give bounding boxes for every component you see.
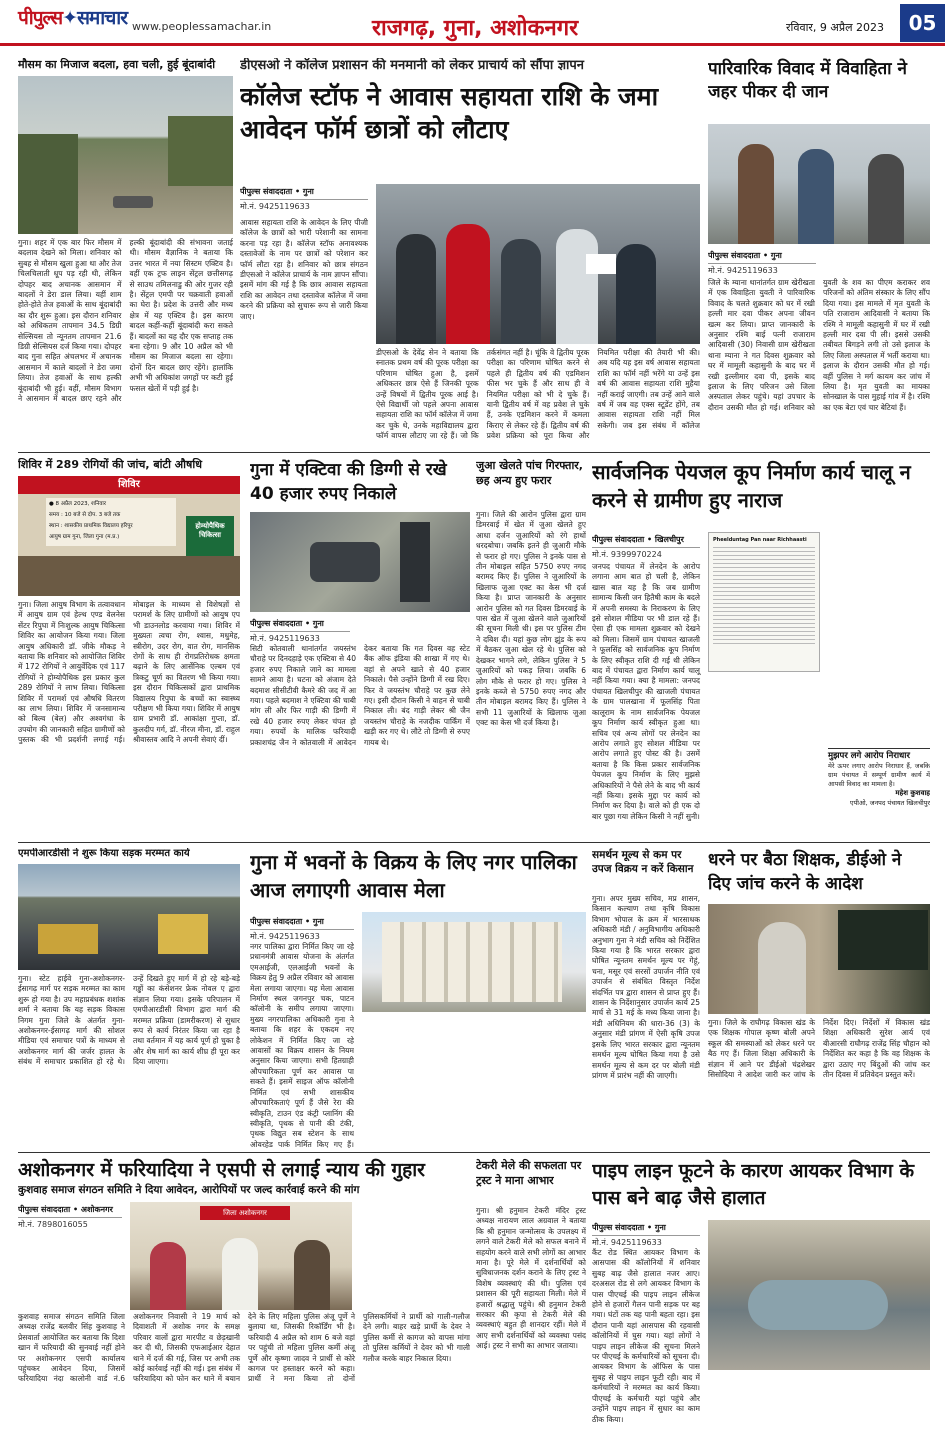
- ashoknagar-mobile: मो.नं. 7898016055: [18, 1220, 88, 1229]
- camp-notice-line: समय : 10 बजे से दोप. 3 बजे तक: [49, 512, 121, 518]
- college-title: कॉलेज स्टॉफ ने आवास सहायता राशि के जमा आवेदन फॉर्म छात्रों को लौटाए: [240, 82, 659, 145]
- gamble-title: जुआ खेलते पांच गिरफ्तार, छह अन्य हुए फरार: [476, 459, 583, 487]
- activa-body: सिटी कोतवाली थानांतर्गत जयस्तंभ चौराहे पर दिनदहाड़े एक एक्टिवा से 40 हजार रुपए निकाले जाने का मामला सामने आया है। घटना को अंजाम देते बदमाश सीसीटीवी कैमरे की जद में आ गया। पहले बदमाश ने एक्टिवा की चाबी मांग ली और फिर गाड़ी की डिग्गी में रखे 40 हजार रुपए लेकर चंपत हो गया। रुपयों के मालिक फरियादी प्रकाशचंद्र जैन ने कोतवाली में आवेदन देकर बताया कि गत दिवस वह स्टेट बैंक ऑफ इंडिया की शाखा में गए थे। वहां से अपने खाते से 40 हजार निकाले। पैसे उन्होंने डिग्गी में रख दिए। फिर वे जयस्तंभ चौराहे पर कुछ लेने गए। इसी दौरान किसी ने वाहन से चाबी निकाल ली। बंद गाड़ी लेकर श्री जैन जयस्तंभ चौराहे के नजदीक पार्किंग में खड़ी कर गए थे। लौटे तो डिग्गी से रुपए गायब थे।: [250, 644, 470, 747]
- well-byline: पीपुल्स संवाददाता • खिलचीपुर: [592, 532, 700, 548]
- ashoknagar-photo: [130, 1202, 352, 1310]
- pipeline-byline-box: [592, 1220, 700, 1249]
- msp-body: गुना। अपर मुख्य सचिव, मप्र शासन, किसान कल्याण तथा कृषि विकास विभाग भोपाल के क्रम में भारसाधक अधिकारी मंडी / अनुविभागीय अधिकारी अनुभाग गुना ने मंडी सचिव को निर्देशित किया गया है कि भारत सरकार द्वारा घोषित न्यूनतम समर्थन मूल्य पर गेहूं, चना, मसूर एवं सरसों उपार्जन नीति एवं उपार्जन से संबंधित विस्तृत निर्देश संदर्भित पत्र द्वारा शासन से प्राप्त हुए हैं। शासन के निर्देशानुसार उपार्जन कार्य 25 मार्च से 31 मई के मध्य किया जाना है। मंडी अधिनियम की धारा-36 (3) के अनुसार मंडी प्रांगण में ऐसी कृषि उपज इसके लिए भारत सरकार द्वारा न्यूनतम समर्थन मूल्य घोषित किया गया है उसे समर्थन मूल्य से कम दर पर बोली मंडी प्रांगण में प्रारंभ नहीं की जाएगी।: [592, 894, 700, 1080]
- camp-notice-line: आयुष ग्राम गुना, जिला गुना (म.प्र.): [49, 534, 120, 540]
- ashoknagar-byline: पीपुल्स संवाददाता • अशोकनगर: [18, 1202, 122, 1218]
- college-mobile: मो.नं. 9425119633: [240, 202, 310, 211]
- msp-title: समर्थन मूल्य से कम पर उपज विक्रय न करें किसान: [592, 849, 694, 875]
- well-notice-org: एपीओ, जनपद पंचायत खिलचीपुर: [849, 798, 930, 807]
- well-notice-title: मुझपर लगे आरोप निराधार: [828, 751, 910, 761]
- camp-body: गुना। जिला आयुष विभाग के तत्वावधान में आयुष ग्राम एवं हेल्थ एण्ड वेलनेस सेंटर रिपुघा में निःशुल्क आयुष चिकित्सा शिविर का आयोजन किया गया। जिला आयुष अधिकारी डॉ. जीके मौकड़ ने बताया कि शनिवार को आयोजित शिविर में 172 रोगियों ने आयुर्वेदिक एवं 117 रोगियों ने होम्योपैथिक इस प्रकार कुल 289 रोगियों ने लाभ लिया। चिकित्सा शिविर में परामर्श एवं औषधि वितरण का लाभ लिया। शिविर में जनसामान्य को बिल्व (बेल) और अश्वगंधा के उपयोग की जानकारी सहित ग्रामीणों को पुस्तक की भी प्रदर्शनी लगाई गई। मोबाइल के माध्यम से विशेषज्ञों से परामर्श के लिए ग्रामीणों को आयुष एप भी डाउनलोड करवाया गया। शिविर में मुख्यतः त्वचा रोग, श्वास, मधुमेह, स्त्रीरोग, उदर रोग, वात रोग, मानसिक रोगों के साथ ही रोगप्रतिरोधक क्षमता बढ़ाने के लिए आर्सेनिक एल्बम एवं त्रिकटु चूर्ण का वितरण भी किया गया। इस दौरान चिकित्सकों द्वारा प्राथमिक विद्यालय रिपुघा के बच्चों का स्वास्थ्य परीक्षण भी किया गया। शिविर में आयुष ग्राम प्रभारी डॉ. आकांक्षा गुप्ता, डॉ. कुलदीप गर्ग, डॉ. नीरज मीना, डॉ. राहुल श्रीवास्तव आदि ने अपनी सेवाएं दीं।: [18, 600, 240, 745]
- well-mobile: मो.नं. 9399970224: [592, 550, 662, 559]
- road-title: एमपीआरडीसी ने शुरू किया सड़क मरम्मत कार्य: [18, 848, 190, 859]
- well-document-photo: [708, 532, 820, 672]
- gamble-body: गुना। जिले की आरोन पुलिस द्वारा ग्राम डिमरवाई में खेत में जुआ खेलते हुए आधा दर्जन जुआरियों को रंगे हाथों धरदबोचा। जबकि इतने ही जुआरी मौके से फरार हो गए। पुलिस ने इनके पास से तीन मोबाइल सहित 5750 रुपए नगद बरामद किए हैं। पुलिस ने जुआरियों के खिलाफ जुआ एक्ट का केस भी दर्ज किया है। प्राप्त जानकारी के अनुसार आरोन पुलिस को गत दिवस डिमरवाई के पास खेत में जुआ खेलने वाले जुआरियों की सूचना मिली थी। इस पर पुलिस टीम ने दबिश दी। यहां कुछ लोग झुंड के रूप में बैठकर जुआ खेल रहे थे। पुलिस को देखकर भागने लगे, लेकिन पुलिस ने 5 जुआरियों को पकड़ लिया। जबकि 6 लोग मौके से फरार हो गए। पुलिस ने इनके कब्जे से 5750 रुपए नगद और तीन मोबाइल बरामद किए हैं। पुलिस ने सभी 11 जुआरियों के खिलाफ जुआ एक्ट का केस भी दर्ज किया है।: [476, 510, 586, 728]
- activa-cctv-photo: [250, 512, 470, 612]
- pipeline-body: कैंट रोड स्थित आयकर विभाग के आसपास की कॉलोनियों में शनिवार सुबह बाढ़ जैसे हालात नजर आए। दरअसल रोड से लगे आयकर विभाग के पास पीएचई की पाइप लाइन लीकेज होने से हजारों गैलन पानी सड़क पर बह गया। घंटों तक यह पानी बहता रहा। इस दौरान पानी यहां आसपास की रहवासी कॉलोनियों में घुस गया। यहां लोगों ने पाइप लाइन लीकेज की सूचना मिलने पर पीएचई के कर्मचारियों को सूचना दी। आयकर विभाग के ऑफिस के पास सुबह से पाइप लाइन फूटी रही। बाद में कर्मचारियों ने मरम्मत का कार्य किया। पीएचई के कर्मचारी यहां पहुंचे और उन्होंने पाइप लाइन में सुधार का काम ठीक किया।: [592, 1248, 700, 1424]
- camp-notice: [46, 498, 176, 546]
- college-protest-photo: [376, 184, 700, 344]
- newspaper-logo: पीपुल्स✦समाचार: [18, 7, 127, 29]
- row-divider: [18, 1152, 930, 1153]
- well-body-extra: [828, 532, 930, 750]
- pipeline-article: [592, 1158, 930, 1438]
- family-photo: [708, 124, 930, 244]
- camp-photo: [18, 476, 240, 596]
- msp-article: [592, 848, 700, 1148]
- masthead: [0, 0, 945, 46]
- teacher-title: धरने पर बैठा शिक्षक, डीईओ ने दिए जांच करने के आदेश: [708, 850, 902, 894]
- family-mobile: मो.नं. 9425119633: [708, 266, 778, 275]
- row-divider: [18, 842, 930, 843]
- activa-mobile: मो.नं. 9425119633: [250, 634, 320, 643]
- weather-title: मौसम का मिजाज बदला, हवा चली, हुई बूंदाबांदी: [18, 58, 216, 71]
- ashoknagar-title: अशोकनगर में फरियादिया ने एसपी से लगाई न्याय की गुहार: [18, 1159, 425, 1181]
- family-byline-box: [708, 248, 816, 277]
- well-notice: [828, 748, 930, 807]
- family-byline: पीपुल्स संवाददाता • गुना: [708, 248, 816, 264]
- camp-stand: होम्योपैथिक चिकित्सा: [186, 516, 234, 556]
- college-body-2: डीएसओ के देवेंद्र सेन ने बताया कि स्नातक प्रथम वर्ष की पूरक परीक्षा का परिणाम घोषित हुआ है, इसमें अधिकतर छात्र ऐसे हैं जिनकी पूरक उन्हें विषयों में द्वितीय पूरक आई है। ऐसे विद्यार्थी जो पहले अपना आवास सहायता राशि का फॉर्म कॉलेज में जमा कर चुके थे, उनके महाविद्यालय द्वारा फॉर्म वापस लौटाए जा रहे हैं। जो कि तर्कसंगत नहीं है। चूंकि वे द्वितीय पूरक परीक्षा का परिणाम घोषित करने से पहले ही द्वितीय वर्ष की एडमिशन फीस भर चुके हैं और साथ ही वे नियमित परीक्षा को भी दे चुके हैं। यानी द्वितीय वर्ष में वह प्रवेश ले चुके हैं, उनके एडमिशन करने में कमला किराए से लेकर रहे हैं। द्वितीय वर्ष की प्रवेश प्रक्रिया को पूरा किया और नियमित परीक्षा की तैयारी भी की। अब यदि यह इस वर्ष आवास सहायता राशि का फॉर्म नहीं भरेंगे या उन्हें इस वर्ष की आवास सहायता राशि मुहैया नहीं कराई जाएगी। तब उन्हें आने वाले वर्ष में जब वह एक्स स्टूडेंट होंगे, तब आवास सहायता राशि नहीं मिल सकेगी। जब इस संबंध में कॉलेज: [376, 348, 700, 441]
- camp-title: शिविर में 289 रोगियों की जांच, बांटी औषधि: [18, 458, 202, 471]
- camp-banner: शिविर: [18, 476, 240, 494]
- well-byline-box: [592, 532, 700, 561]
- row-divider: [18, 452, 930, 453]
- website-url[interactable]: www.peoplessamachar.in: [132, 20, 272, 33]
- ashoknagar-article: [18, 1158, 470, 1438]
- well-article: [592, 458, 930, 838]
- ashoknagar-photo-label: जिला अशोकनगर: [200, 1206, 290, 1220]
- well-document-heading: Pheelduntag Pan naar Richhaasti: [713, 537, 807, 543]
- college-kicker: डीएसओ ने कॉलेज प्रशासन की मनमानी को लेकर प्राचार्य को सौंपा ज्ञापन: [240, 58, 585, 73]
- weather-body: गुना। शहर में एक बार फिर मौसम में बदलाव देखने को मिला। शनिवार को सुबह से मौसम खुला हुआ था और तेज चिलचिलाती धूप पड़ रही थी, लेकिन दोपहर बाद अचानक आसमान में बादलों ने डेरा डाल लिया। यहीं शाम होते-होते तेज हवाओं के साथ बूंदाबांदी का दौर शुरू हुआ। इस दौरान शनिवार को अधिकतम तापमान 34.5 डिग्री सेल्सियस तो न्यूनतम तापमान 21.6 डिग्री सेल्सियस दर्ज किया गया। दोपहर बाद गुना सहित अंचलभर में अचानक आसमान में काले बादलों ने डेरा जमा लिया। तेज हवाओं के साथ हल्की बूंदाबांदी भी हुई। वहीं, मौसम विभाग ने आसमान में बादल छाए रहने और हल्की बूंदाबांदी की संभावना जताई थी। मौसम वैज्ञानिक ने बताया कि उत्तर भारत में नया सिस्टम एक्टिव है। वहीं एक ट्रफ लाइन सेंट्रल छत्तीसगढ़ से साउथ तमिलनाडु की ओर गुजर रही है। सेंट्रल एमपी पर चक्रवाती हवाओं का घेरा है। प्रदेश के उत्तरी और मध्य क्षेत्र में यह एक्टिव है। इस कारण बादल कहीं-कहीं बूंदाबांदी करा सकते हैं। बादलों का यह दौर एक सप्ताह तक बना रहेगा। 9 और 10 अप्रैल को भी मौसम का मिजाज बदला सा रहेगा। दोनों दिन बादल छाए रहेंगे। हालांकि अभी भी अधिकांश जगहों पर कटी हुई फसल खेतों में पड़ी हुई है।: [18, 238, 233, 404]
- well-body: जनपद पंचायत में लेनदेन के आरोप लगाना आम बात हो चली है, लेकिन खास बात यह है कि जब ग्रामीण सामान्य किसी जन हितैषी काम के बदले में अपनी समस्या के निराकरण के लिए इसे सोशल मीडिया पर भी डाल रहे हैं। ऐसा ही एक मामला शुक्रवार को देखने को मिला। जिसमें ग्राम पंचायत खाजली ने फूलसिंह को सार्वजनिक कूप निर्माण के लिए स्वीकृत राशि दी गई थी लेकिन बाद में पंचायत द्वारा निर्माण कार्य चालू नहीं किया गया। क्या है मामला: जनपद पंचायत खिलचीपुर की खाजली पंचायत के ग्राम पालखाना में फूलसिंह पिता कालूराम के नाम सार्वजनिक पेयजल कूप निर्माण कार्य स्वीकृत हुआ था। सचिव एवं अन्य लोगों पर लेनदेन का आरोप लगाते हुए सोशल मीडिया पर आरोप लगाते हुए पोस्ट की है। उसमें बताया है कि किस प्रकार सार्वजनिक पेयजल कूप निर्माण के लिए मुझसे अधिकारियों ने पैसे लेने के बाद भी कार्य नहीं किया। इसके मुद्दा पर कार्य को निर्माण कर दिया है। वाले को ही एक दो बार पूछा गया लेकिन किसी ने नहीं सुनी।: [592, 562, 700, 821]
- page-number: 05: [900, 4, 945, 42]
- road-body: गुना। स्टेट हाईवे गुना-अशोकनगर-ईसागढ़ मार्ग पर सड़क मरम्मत का काम शुरू हो गया है। उप महाप्रबंधक शशांक शर्मा ने बताया कि यह सड़क विकास निगम गुना जिले के अंतर्गत गुना-अशोकनगर-ईसागढ़ मार्ग की सोशल मीडिया एवं समाचार पत्रों के माध्यम से अशोकनगर मार्ग की जर्जर हालत के संबंध में समाचार प्रकाशित हो रहे थे। उन्हें दिखते हुए मार्ग में हो रहे बड़े-बड़े गड्ढों का कंसेशनर फ्रेक नोवल ए द्वारा संज्ञान लिया गया। इसके परिपालन में एमपीआरडीसी विभाग द्वारा मार्ग की मरम्मत प्रक्रिया (डामरीकरण) से सुधार रूप से कार्य निरंतर किया जा रहा है तथा वर्तमान में यह कार्य पूर्ण हो चुका है और शेष मार्ग का कार्य शीघ्र ही पूरा कर दिया जाएगा।: [18, 974, 240, 1067]
- well-title: सार्वजनिक पेयजल कूप निर्माण कार्य चालू न करने से ग्रामीण हुए नाराज: [592, 460, 911, 512]
- housing-article: [250, 848, 586, 1148]
- family-body: जिले के म्याना थानांतर्गत ग्राम खेरीखता में एक विवाहिता युवती ने पारिवारिक विवाद के चलते शुक्रवार को घर में रखी हल्ली मार दवा पीकर अपना जीवन खत्म कर लिया। प्राप्त जानकारी के अनुसार रश्मि बाई पत्नी राजाराम आदिवासी (30) निवासी ग्राम खेरीखता थाना म्याना ने गत दिवस शुक्रवार को घर में मामूली कहासुनी के बाद घर में रखी इल्लीमार दवा पी, इसके बाद इलाज के लिए परिजन उसे जिला अस्पताल लेकर पहुंचे। यहां उपचार के दौरान उसकी मौत हो गई। शनिवार को युवती के शव का पीएम कराकर शव परिजनों को अंतिम संस्कार के लिए सौंप दिया गया। इस मामले में मृत युवती के पति राजाराम आदिवासी ने बताया कि रश्मि ने मामूली कहासुनी में घर में रखी हल्ली मार दवा पी ली। इससे उसकी तबीयत बिगड़ने लगी तो उसे इलाज के लिए जिला अस्पताल में भर्ती कराया था। इलाज के दौरान उसकी मौत हो गई। वहीं पुलिस ने मर्ग कायम कर जांच में लिया है। मृत युवती का मायका सोनखाल के पास मुहाई गांव में है। रश्मि का एक बेटा एवं चार बेटियां हैं।: [708, 278, 930, 412]
- ashoknagar-body: कुशवाह समाज संगठन समिति जिला अध्यक्ष राजेंद्र बलवीर सिंह कुशवाह ने प्रेसवार्ता आयोजित कर बताया कि दिशा खान में फरियादी की सुनवाई नहीं होने पर अशोकनगर एसपी कार्यालय पहुंचकर आवेदन दिया, जिसमें फरियादिया नंदा कालोनी वार्ड नं.6 अशोकनगर निवासी ने 19 मार्च को दिवाशती में अशोक नगर के समक्ष परिवार वालों द्वारा मारपीट व छेड़खानी कर दी थी, जिसकी एफआईआर देहात थाने में दर्ज की गई, जिस पर अभी तक कोई कार्रवाई नहीं की गई। इस संबंध में फरियादिया को फोन कर थाने में बयान देने के लिए महिला पुलिस अंजू पूर्णे ने बुलाया था, जिसकी रिकॉर्डिंग भी है। फरियादी 4 अप्रैल को शाम 6 बजे वहां पर पहुंची तो महिला पुलिस कर्मी अंजू पूर्णे और कृष्णा जादव ने प्रार्थी से कोरे कागज पर हस्ताक्षर करने को कहा। प्रार्थी ने मना किया तो दोनों पुलिसकर्मियों ने प्रार्थी को गाली-गलौज देने लगी। बाहर खड़े प्रार्थी के देवर ने पुलिस कर्मी से कागज को वापस मांगा तो पुलिस कर्मियों ने देवर को भी गाली गलौज करके बाहर निकाल दिया।: [18, 1312, 470, 1384]
- family-title: पारिवारिक विवाद में विवाहिता ने जहर पीकर दी जान: [708, 59, 907, 102]
- camp-notice-line: स्थान : शासकीय प्राथमिक विद्यालय हरिपुर: [49, 523, 133, 529]
- housing-byline-box: [250, 914, 354, 943]
- family-article: [708, 58, 930, 450]
- weather-article: [18, 58, 233, 450]
- tekri-body: गुना। श्री हनुमान टेकरी मंदिर ट्रस्ट अध्यक्ष नारायण लाल अग्रवाल ने बताया कि श्री हनुमान जन्मोत्सव के उपलक्ष्य में लगने वाले टेकरी मेले को सफल बनाने में सहयोग करने वाले सभी लोगों का आभार माना है। पूरे मेले में दर्शनार्थियों को सुविधाजनक दर्शन कराने के लिए ट्रस्ट ने विशेष व्यवस्थाएं की थी। पुलिस एवं प्रशासन की पूरी सहायता मिली। मेले में हजारों श्रद्धालु पहुंचे। श्री हनुमान टेकरी सरकार की कृपा से टेकरी मेले की व्यवस्थाएं बहुत ही शानदार रहीं। मेले में आए सभी दर्शनार्थियों को व्यवस्था पसंद आई। ट्रस्ट ने सभी का आभार जताया।: [476, 1206, 586, 1351]
- road-repair-photo: [18, 864, 240, 970]
- housing-byline: पीपुल्स संवाददाता • गुना: [250, 914, 354, 930]
- activa-byline-box: [250, 616, 350, 645]
- activa-article: [250, 458, 470, 838]
- ashoknagar-byline-box: [18, 1202, 122, 1231]
- activa-byline: पीपुल्स संवाददाता • गुना: [250, 616, 350, 632]
- college-byline: पीपुल्स संवाददाता • गुना: [240, 184, 368, 200]
- tekri-title: टेकरी मेले की सफलता पर ट्रस्ट ने माना आभार: [476, 1159, 582, 1187]
- ashoknagar-subtitle: कुशवाह समाज संगठन समिति ने दिया आवेदन, आरोपियों पर जल्द कार्रवाई करने की मांग: [18, 1184, 360, 1196]
- college-byline-box: [240, 184, 368, 213]
- activa-title: गुना में एक्टिवा की डिग्गी से रखे 40 हजार रुपए निकाले: [250, 460, 447, 504]
- teacher-article: [708, 848, 930, 1148]
- teacher-photo: [708, 904, 930, 1014]
- college-body-1: आवास सहायता राशि के आवेदन के लिए पीजी कॉलेज के छात्रों को भारी परेशानी का सामना करना पड़ रहा है। कॉलेज स्टॉफ अनावश्यक दस्तावेजों के नाम पर छात्रों को परेशान कर फॉर्म लौटा रहा है। शनिवार को छात्र संगठन डीएसओ ने कॉलेज प्राचार्य के नाम ज्ञापन सौंपा। इसमें मांग की गई है कि छात्र आवास सहायता राशि का आवेदन तथा दस्तावेज कॉलेज में जमा करने की प्रक्रिया को सुचारू रूप से जारी किया जाए।: [240, 218, 368, 321]
- camp-article: [18, 458, 240, 838]
- college-article: [240, 58, 700, 450]
- weather-photo: [18, 76, 233, 234]
- well-notice-text: मेरे ऊपर लगाए आरोप निराधार हैं, जबकि ग्राम पंचायत में सम्पूर्ण ग्रामीण कार्य में आपसी विवाद का मामला है।: [828, 761, 930, 788]
- housing-title: गुना में भवनों के विक्रय के लिए नगर पालिका आज लगाएगी आवास मेला: [250, 850, 577, 902]
- pipeline-title: पाइप लाइन फूटने के कारण आयकर विभाग के पास बने बाढ़ जैसे हालात: [592, 1160, 915, 1209]
- issue-date: रविवार, 9 अप्रैल 2023: [786, 21, 885, 34]
- road-article: [18, 848, 240, 1148]
- pipeline-byline: पीपुल्स संवाददाता • गुना: [592, 1220, 700, 1236]
- camp-notice-line: ● 8 अप्रैल 2023, शनिवार: [49, 501, 107, 507]
- housing-building-photo: [362, 912, 586, 1012]
- tekri-article: [476, 1158, 586, 1438]
- well-notice-sign: महेश कुशवाह: [895, 788, 930, 797]
- housing-body: नगर पालिका द्वारा निर्मित किए जा रहे प्रधानमंत्री आवास योजना के अंतर्गत एमआईजी, एलआईजी भवनों के विक्रय हेतु 9 अप्रैल रविवार को आवास मेला लगाया जाएगा। यह मेला आवास निर्माण स्थल जगनपुर चक, पाटन कॉलोनी के समीप लगाया जाएगा। मुख्य नगरपालिका अधिकारी गुना ने बताया कि शहर के एकदम नए लोकेशन में निर्मित किए जा रहे आवासों का विक्रय शासन के नियम अनुसार किया जाएगा। सभी हितग्राही औपचारिकता पूर्ण कर आवास पा सकते हैं। इसमें साइज ऑफ कॉलोनी निर्मित एवं सभी शासकीय औपचारिकताएं पूर्ण हैं जैसे रेरा की स्वीकृति, टाउन एंड कंट्री प्लानिंग की स्वीकृति, पृथक से पानी की टंकी, पृथक विद्युत सब स्टेशन के साथ ओवरहेड पार्क निर्मित किए गए हैं।: [250, 942, 354, 1148]
- housing-mobile: मो.नं. 9425119633: [250, 932, 320, 941]
- pipeline-mobile: मो.नं. 9425119633: [592, 1238, 662, 1247]
- region-heading: राजगढ़, गुना, अशोकनगर: [372, 16, 579, 41]
- teacher-body: गुना। जिले के राघौगढ़ विकास खंड के एक शिक्षक गोपाल कृष्ण बोली अपने स्कूल की समस्याओं को लेकर धरने पर बैठ गए हैं। जिला शिक्षा अधिकारी के संज्ञान में आने पर डीईओ चंद्रशेखर सिसोदिया ने आदेश जारी कर जांच के निर्देश दिए। निर्देशों में विकास खंड शिक्षा अधिकारी सुरेश आर्य एवं बीआरसी राघौगढ़ राजेंद्र सिंह चौहान को निर्देशित कर कहा है कि वह शिक्षक के द्वारा उठाए गए बिंदुओं की जांच कर तीन दिवस में प्रतिवेदन प्रस्तुत करें।: [708, 1018, 930, 1080]
- gamble-article: [476, 458, 586, 838]
- pipeline-flood-photo: [708, 1220, 930, 1370]
